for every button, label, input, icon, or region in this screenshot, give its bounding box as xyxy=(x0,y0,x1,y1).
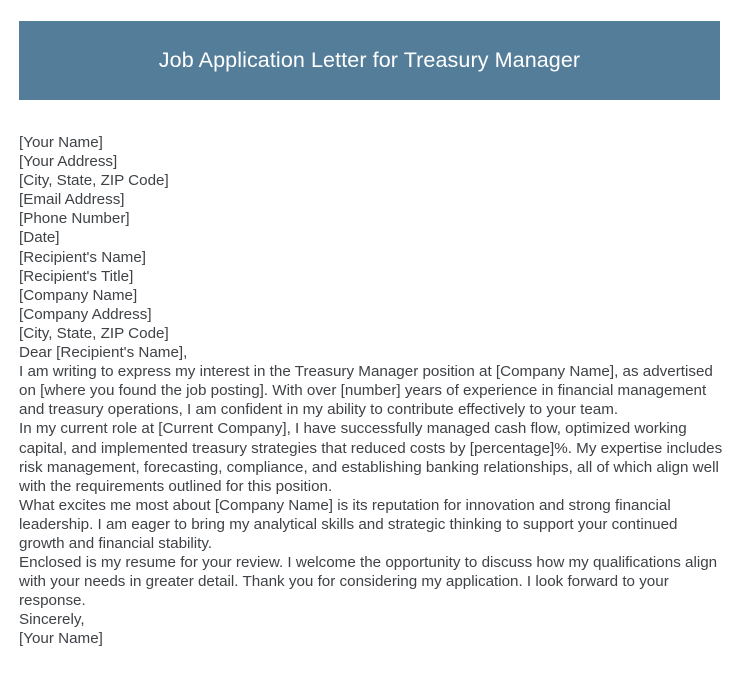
sender-phone: [Phone Number] xyxy=(19,210,130,228)
body-paragraph-2: In my current role at [Current Company], I have successfully managed cash flow, optimized working capital, and implemented treasury strategies that reduced costs by [percentage]%. My expertise includes risk management, forecasting, compliance, and establishing banking relationships, all of which align well with the requirements outlined for this position. xyxy=(19,420,723,495)
recipient-title: [Recipient's Title] xyxy=(19,267,134,285)
recipient-city-state-zip: [City, State, ZIP Code] xyxy=(19,324,169,342)
letter-date: [Date] xyxy=(19,229,60,247)
recipient-name: [Recipient's Name] xyxy=(19,248,146,266)
recipient-company-address: [Company Address] xyxy=(19,305,152,323)
body-paragraph-4: Enclosed is my resume for your review. I welcome the opportunity to discuss how my qualifications align with your needs in greater detail. Thank you for considering my application. I look forward to your response. xyxy=(19,554,718,610)
salutation: Dear [Recipient's Name], xyxy=(19,344,188,362)
sender-name: [Your Name] xyxy=(19,134,103,151)
sender-city-state-zip: [City, State, ZIP Code] xyxy=(19,172,169,190)
body-paragraph-1: I am writing to express my interest in the Treasury Manager position at [Company Name], as advertised on [where you found the job posting]. With over [number] years of experience in financial management and treasury operations, I am confident in my ability to contribute effectively to your team. xyxy=(19,363,713,419)
sender-address: [Your Address] xyxy=(19,153,118,171)
page-title: Job Application Letter for Treasury Manager xyxy=(158,47,581,72)
recipient-company-name: [Company Name] xyxy=(19,286,138,304)
closing: Sincerely, xyxy=(19,611,85,629)
letter-body xyxy=(19,133,723,649)
signature-name: [Your Name] xyxy=(19,630,103,648)
letter-header-banner xyxy=(19,21,720,100)
sender-email: [Email Address] xyxy=(19,191,125,209)
body-paragraph-3: What excites me most about [Company Name] is its reputation for innovation and strong financial leadership. I am eager to bring my analytical skills and strategic thinking to support your continued growth and financial stability. xyxy=(19,496,678,552)
